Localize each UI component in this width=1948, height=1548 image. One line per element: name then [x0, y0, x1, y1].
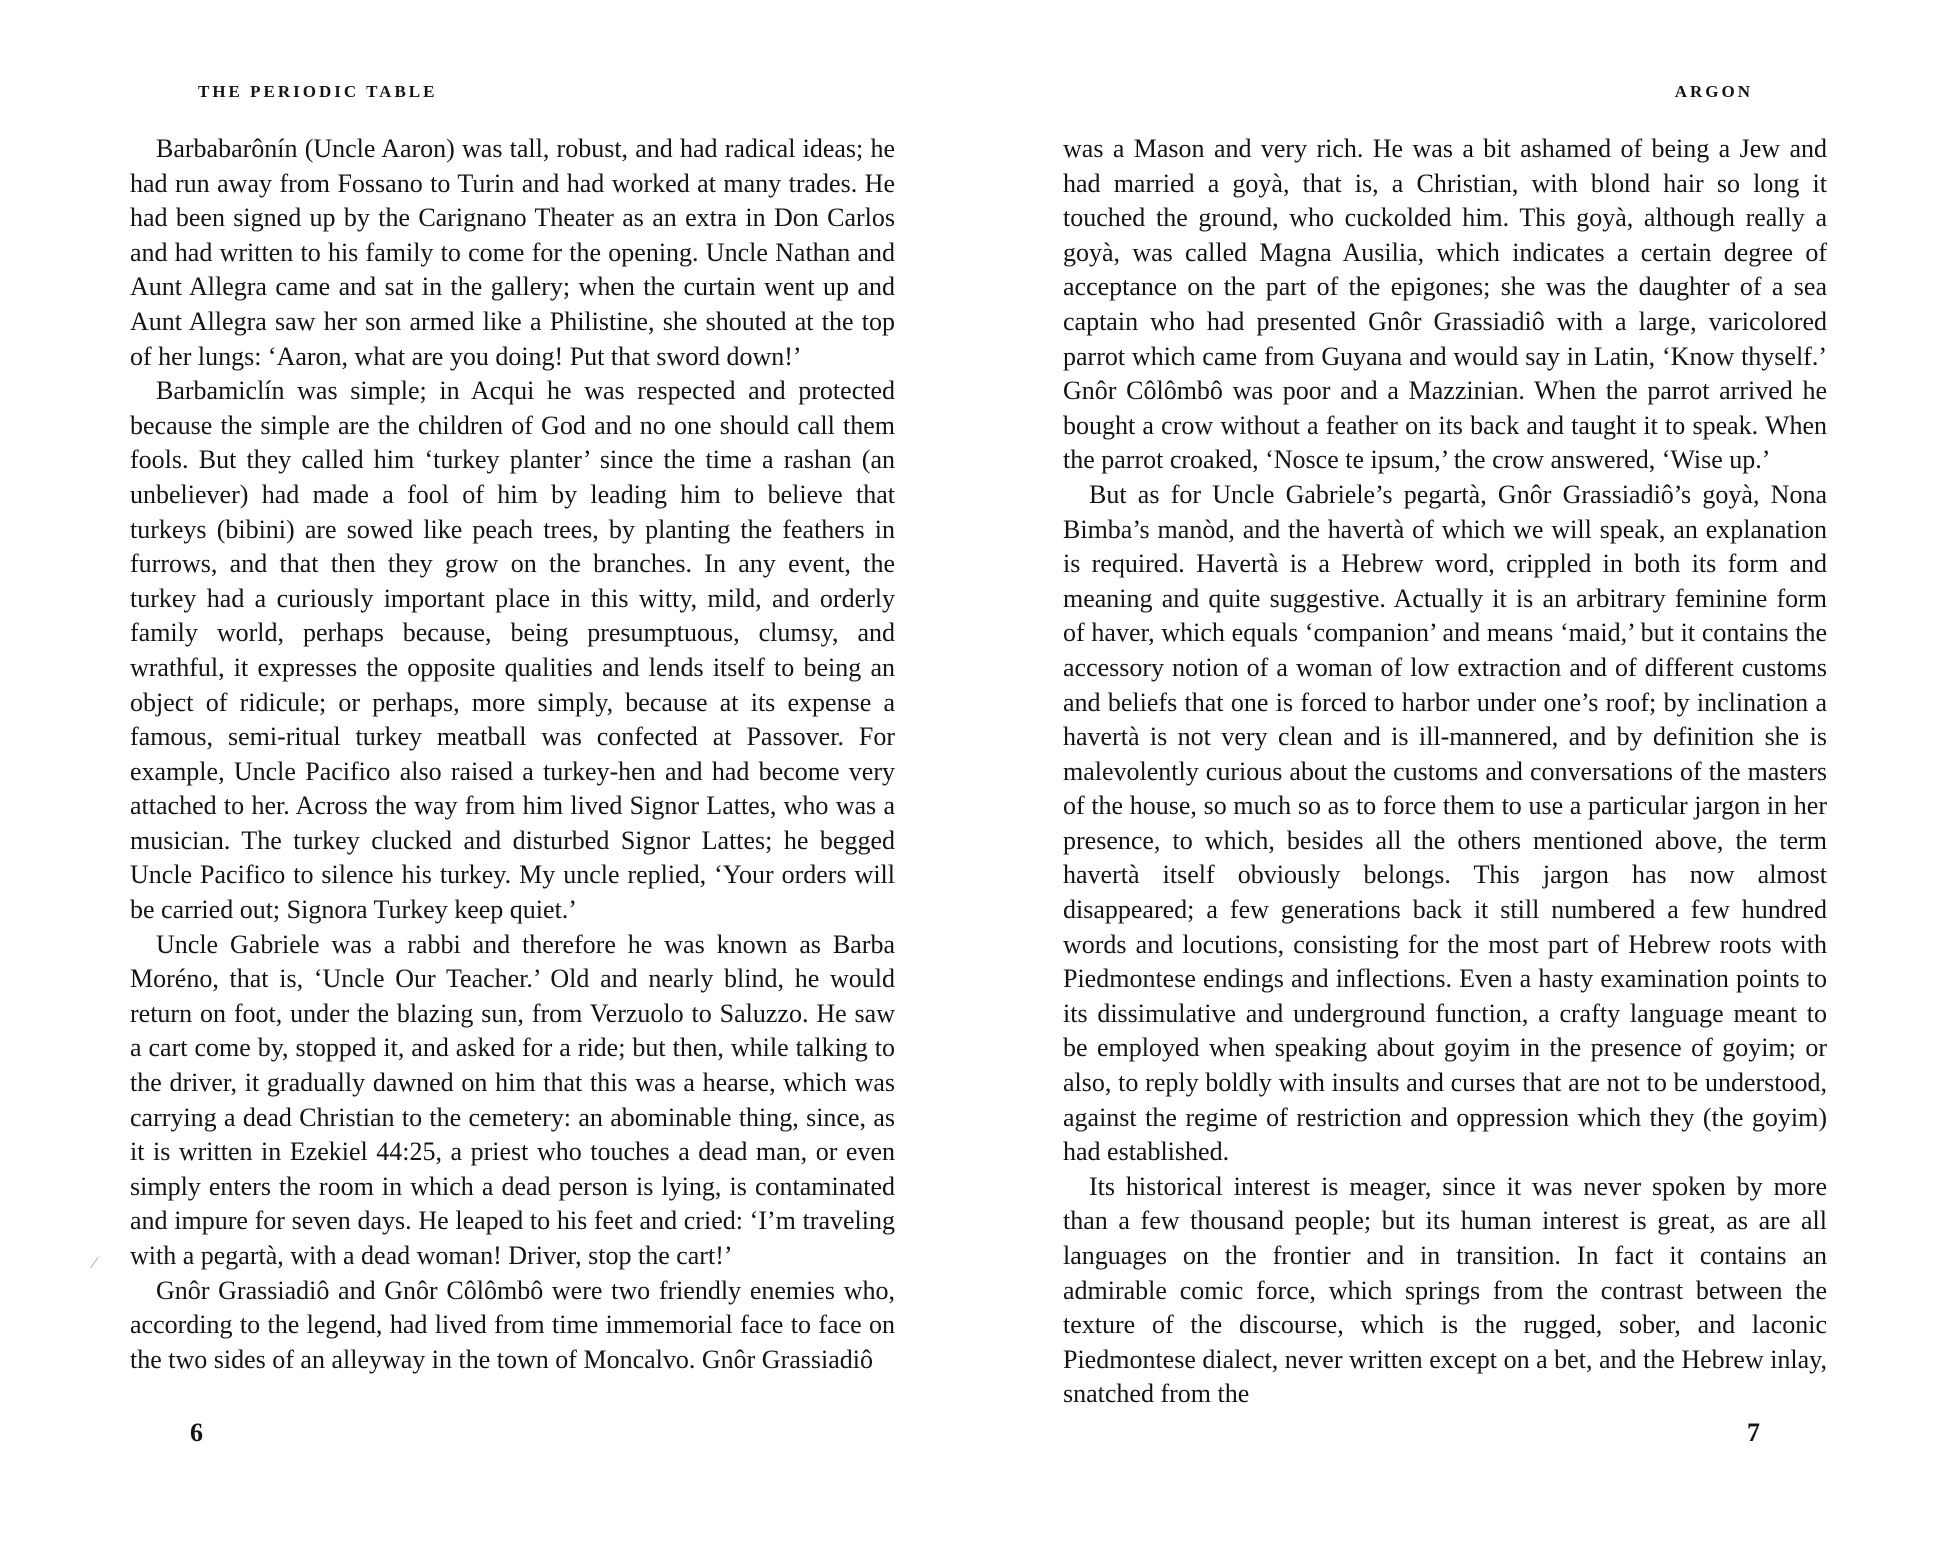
paragraph: Uncle Gabriele was a rabbi and therefore he was known as Barba Moréno, that is, ‘Uncle Our Teacher.’ Old and nearly blind, he would return on foot, under the blazing sun, from Verzuolo to Saluzzo. He saw a cart come by, stopped it, and asked for a ride; but then, while talking to the driver, it gradually dawned on him that this was a hearse, which was carrying a dead Christian to the cemetery: an abominable thing, since, as it is written in Ezekiel 44:25, a priest who touches a dead man, or even simply enters the room in which a dead person is lying, is contaminated and impure for seven days. He leaped to his feet and cried: ‘I’m traveling with a pegartà, with a dead woman! Driver, stop the cart!’: [130, 929, 895, 1270]
paragraph: Gnôr Grassiadiô and Gnôr Côlômbô were two friendly enemies who, according to the legend, had lived from time immemorial face to face on the two sides of an alleyway in the town of Moncalvo. Gnôr Grassiadiô: [130, 1275, 895, 1374]
right-page: [974, 0, 1948, 1548]
paragraph: Barbamiclín was simple; in Acqui he was respected and protected because the simple are the children of God and no one should call them fools. But they called him ‘turkey planter’ since the time a rashan (an unbeliever) had made a fool of him by leading him to believe that turkeys (bibini) are sowed like peach trees, by planting the feathers in furrows, and that then they grow on the branches. In any event, the turkey had a curiously important place in this witty, mild, and orderly family world, perhaps because, being presumptuous, clumsy, and wrathful, it expresses the opposite qualities and lends itself to being an object of ridicule; or perhaps, more simply, because at its expense a famous, semi-ritual turkey meatball was confected at Passover. For example, Uncle Pacifico also raised a turkey-hen and had become very attached to her. Across the way from him lived Signor Lattes, who was a musician. The turkey clucked and disturbed Signor Lattes; he begged Uncle Pacifico to silence his turkey. My uncle replied, ‘Your orders will be carried out; Signora Turkey keep quiet.’: [130, 376, 895, 925]
running-head-left: THE PERIODIC TABLE: [198, 82, 438, 101]
left-text-block: [130, 132, 895, 1377]
paragraph: Barbabarônín (Uncle Aaron) was tall, robust, and had radical ideas; he had run away from Fossano to Turin and had worked at many trades. He had been signed up by the Carignano Theater as an extra in Don Carlos and had written to his family to come for the opening. Uncle Nathan and Aunt Allegra came and sat in the gallery; when the curtain went up and Aunt Allegra saw her son armed like a Philistine, she shouted at the top of her lungs: ‘Aaron, what are you doing! Put that sword down!’: [130, 134, 895, 371]
running-head-right: ARGON: [1674, 82, 1753, 101]
page-number-right: 7: [1747, 1418, 1760, 1447]
paragraph: But as for Uncle Gabriele’s pegartà, Gnôr Grassiadiô’s goyà, Nona Bimba’s manòd, and the havertà of which we will speak, an explanation is required. Havertà is a Hebrew word, crippled in both its form and meaning and quite suggestive. Actually it is an arbitrary feminine form of haver, which equals ‘companion’ and means ‘maid,’ but it contains the accessory notion of a woman of low extraction and of different customs and beliefs that one is forced to harbor under one’s roof; by inclination a havertà is not very clean and is ill-mannered, and by definition she is malevolently curious about the customs and conversations of the masters of the house, so much so as to force them to use a particular jargon in her presence, to which, besides all the others mentioned above, the term havertà itself obviously belongs. This jargon has now almost disappeared; a few generations back it still numbered a few hundred words and locutions, consisting for the most part of Hebrew roots with Piedmontese endings and inflections. Even a hasty examination points to its dissimulative and underground function, a crafty language meant to be employed when speaking about goyim in the presence of goyim; or also, to reply boldly with insults and curses that are not to be understood, against the regime of restriction and oppression which they (the goyim) had established.: [1063, 479, 1827, 1167]
paragraph: was a Mason and very rich. He was a bit ashamed of being a Jew and had married a goyà, that is, a Christian, with blond hair so long it touched the ground, who cuckolded him. This goyà, although really a goyà, was called Magna Ausilia, which indicates a certain degree of acceptance on the part of the epigones; she was the daughter of a sea captain who had presented Gnôr Grassiadiô with a large, varicolored parrot which came from Guyana and would say in Latin, ‘Know thyself.’ Gnôr Côlômbô was poor and a Mazzinian. When the parrot arrived he bought a crow without a feather on its back and taught it to speak. When the parrot croaked, ‘Nosce te ipsum,’ the crow answered, ‘Wise up.’: [1063, 134, 1827, 475]
page-number-left: 6: [190, 1418, 203, 1447]
right-text-block: [1063, 132, 1827, 1412]
paragraph: Its historical interest is meager, since it was never spoken by more than a few thousand people; but its human interest is great, as are all languages on the frontier and in transition. In fact it contains an admirable comic force, which springs from the contrast between the texture of the discourse, which is the rugged, sober, and laconic Piedmontese dialect, never written except on a bet, and the Hebrew inlay, snatched from the: [1063, 1171, 1827, 1409]
margin-pencil-mark: ⁄: [93, 1255, 96, 1272]
